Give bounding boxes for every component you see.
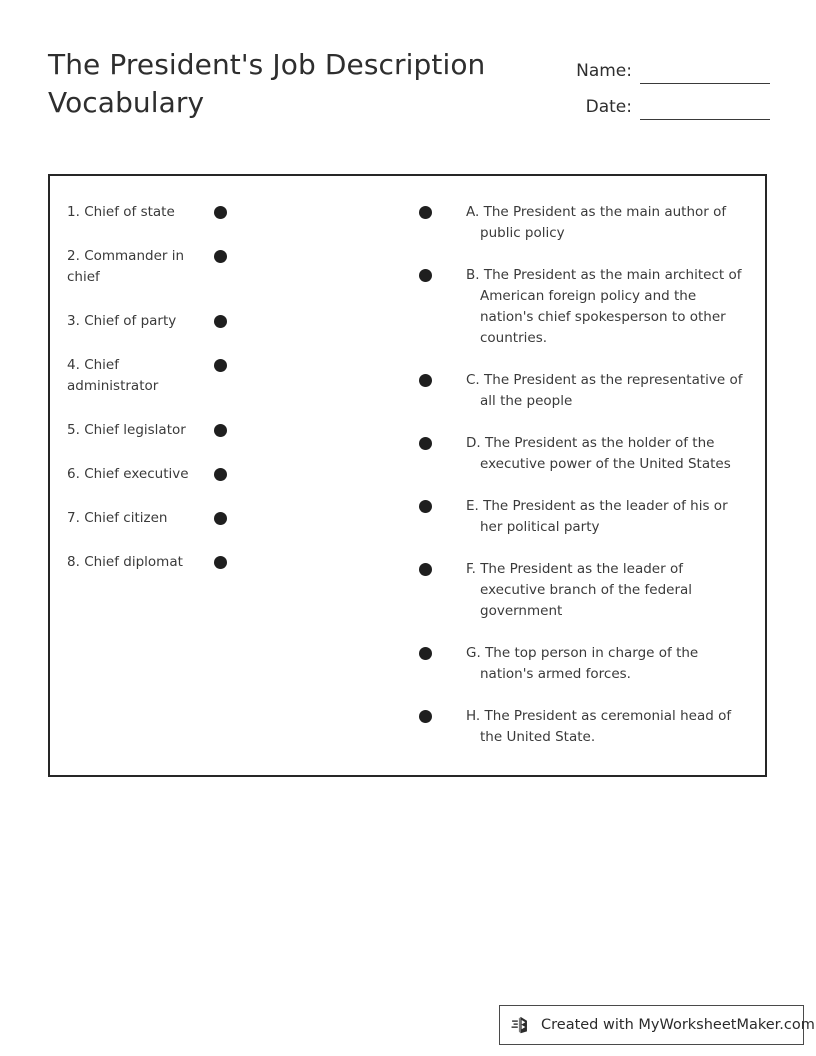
- term-text: [65, 246, 210, 288]
- definition-letter: F.: [466, 561, 476, 577]
- bullet-dot-icon[interactable]: [419, 206, 432, 219]
- list-item[interactable]: [417, 559, 747, 622]
- term-bullet-wrap[interactable]: [210, 420, 254, 437]
- term-number: 6.: [67, 466, 80, 482]
- footer-credit-text: Created with MyWorksheetMaker.com: [541, 1017, 815, 1033]
- definition-body: The President as the main architect of American foreign policy and the nation's chief spokesperson to other countries.: [480, 267, 742, 346]
- bullet-dot-icon[interactable]: [214, 424, 227, 437]
- definition-bullet-wrap[interactable]: [417, 370, 466, 387]
- bullet-dot-icon[interactable]: [214, 315, 227, 328]
- matching-exercise-box: [48, 174, 767, 777]
- definition-letter: A.: [466, 204, 480, 220]
- list-item[interactable]: [417, 496, 747, 538]
- myworksheetmaker-logo-icon: [511, 1014, 533, 1036]
- term-label: Chief administrator: [67, 357, 159, 394]
- list-item[interactable]: [417, 265, 747, 349]
- term-text: [65, 311, 210, 332]
- list-item[interactable]: [65, 508, 255, 529]
- definition-text: [466, 643, 747, 685]
- definition-letter: H.: [466, 708, 481, 724]
- worksheet-header: [0, 0, 816, 160]
- name-label: Name:: [576, 61, 632, 81]
- definition-body: The President as the representative of all the people: [480, 372, 743, 409]
- list-item[interactable]: [65, 355, 255, 397]
- bullet-dot-icon[interactable]: [214, 556, 227, 569]
- term-bullet-wrap[interactable]: [210, 355, 254, 372]
- term-label: Commander in chief: [67, 248, 185, 285]
- term-label: Chief legislator: [84, 422, 186, 438]
- page-title: The President's Job Description Vocabulary: [48, 48, 486, 119]
- definition-text: [466, 496, 747, 538]
- term-label: Chief of state: [84, 204, 175, 220]
- term-bullet-wrap[interactable]: [210, 464, 254, 481]
- definition-bullet-wrap[interactable]: [417, 643, 466, 660]
- term-number: 1.: [67, 204, 80, 220]
- definition-body: The President as the leader of executive branch of the federal government: [480, 561, 693, 619]
- bullet-dot-icon[interactable]: [214, 512, 227, 525]
- bullet-dot-icon[interactable]: [419, 374, 432, 387]
- term-label: Chief citizen: [84, 510, 168, 526]
- definition-bullet-wrap[interactable]: [417, 559, 466, 576]
- definition-letter: B.: [466, 267, 480, 283]
- term-label: Chief of party: [84, 313, 177, 329]
- definition-bullet-wrap[interactable]: [417, 265, 466, 282]
- bullet-dot-icon[interactable]: [419, 647, 432, 660]
- definition-text: [466, 559, 747, 622]
- name-field-row: [540, 48, 770, 84]
- definition-bullet-wrap[interactable]: [417, 706, 466, 723]
- bullet-dot-icon[interactable]: [419, 269, 432, 282]
- term-number: 2.: [67, 248, 80, 264]
- created-with-badge[interactable]: [499, 1005, 815, 1045]
- list-item[interactable]: [65, 202, 255, 223]
- definition-bullet-wrap[interactable]: [417, 202, 466, 219]
- definition-body: The President as ceremonial head of the United State.: [480, 708, 732, 745]
- date-input[interactable]: [640, 97, 770, 120]
- list-item[interactable]: [417, 706, 747, 748]
- definitions-column: [417, 202, 747, 769]
- list-item[interactable]: [65, 464, 255, 485]
- term-label: Chief diplomat: [84, 554, 183, 570]
- definition-body: The President as the main author of public policy: [480, 204, 727, 241]
- definition-letter: G.: [466, 645, 481, 661]
- term-bullet-wrap[interactable]: [210, 202, 254, 219]
- definition-text: [466, 265, 747, 349]
- term-bullet-wrap[interactable]: [210, 311, 254, 328]
- term-text: [65, 508, 210, 529]
- term-label: Chief executive: [84, 466, 189, 482]
- bullet-dot-icon[interactable]: [214, 206, 227, 219]
- bullet-dot-icon[interactable]: [419, 437, 432, 450]
- list-item[interactable]: [417, 202, 747, 244]
- term-text: [65, 355, 210, 397]
- definition-body: The President as the holder of the executive power of the United States: [480, 435, 731, 472]
- list-item[interactable]: [65, 552, 255, 573]
- list-item[interactable]: [65, 420, 255, 441]
- date-label: Date:: [585, 97, 632, 117]
- term-number: 4.: [67, 357, 80, 373]
- term-number: 5.: [67, 422, 80, 438]
- term-bullet-wrap[interactable]: [210, 246, 254, 263]
- definition-body: The top person in charge of the nation's armed forces.: [480, 645, 699, 682]
- definition-text: [466, 370, 747, 412]
- bullet-dot-icon[interactable]: [419, 500, 432, 513]
- definition-bullet-wrap[interactable]: [417, 433, 466, 450]
- term-text: [65, 202, 210, 223]
- terms-column: [65, 202, 255, 596]
- term-bullet-wrap[interactable]: [210, 508, 254, 525]
- definition-text: [466, 202, 747, 244]
- definition-text: [466, 433, 747, 475]
- bullet-dot-icon[interactable]: [419, 563, 432, 576]
- bullet-dot-icon[interactable]: [214, 250, 227, 263]
- bullet-dot-icon[interactable]: [214, 468, 227, 481]
- term-number: 7.: [67, 510, 80, 526]
- term-text: [65, 420, 210, 441]
- definition-letter: C.: [466, 372, 480, 388]
- definition-letter: D.: [466, 435, 481, 451]
- definition-bullet-wrap[interactable]: [417, 496, 466, 513]
- list-item[interactable]: [417, 433, 747, 475]
- list-item[interactable]: [65, 311, 255, 332]
- list-item[interactable]: [417, 370, 747, 412]
- bullet-dot-icon[interactable]: [419, 710, 432, 723]
- name-input[interactable]: [640, 61, 770, 84]
- date-field-row: [540, 84, 770, 120]
- definition-letter: E.: [466, 498, 479, 514]
- list-item[interactable]: [65, 246, 255, 288]
- bullet-dot-icon[interactable]: [214, 359, 227, 372]
- list-item[interactable]: [417, 643, 747, 685]
- term-text: [65, 464, 210, 485]
- definition-body: The President as the leader of his or her political party: [480, 498, 728, 535]
- term-number: 3.: [67, 313, 80, 329]
- definition-text: [466, 706, 747, 748]
- name-date-block: [540, 48, 770, 120]
- term-number: 8.: [67, 554, 80, 570]
- term-bullet-wrap[interactable]: [210, 552, 254, 569]
- term-text: [65, 552, 210, 573]
